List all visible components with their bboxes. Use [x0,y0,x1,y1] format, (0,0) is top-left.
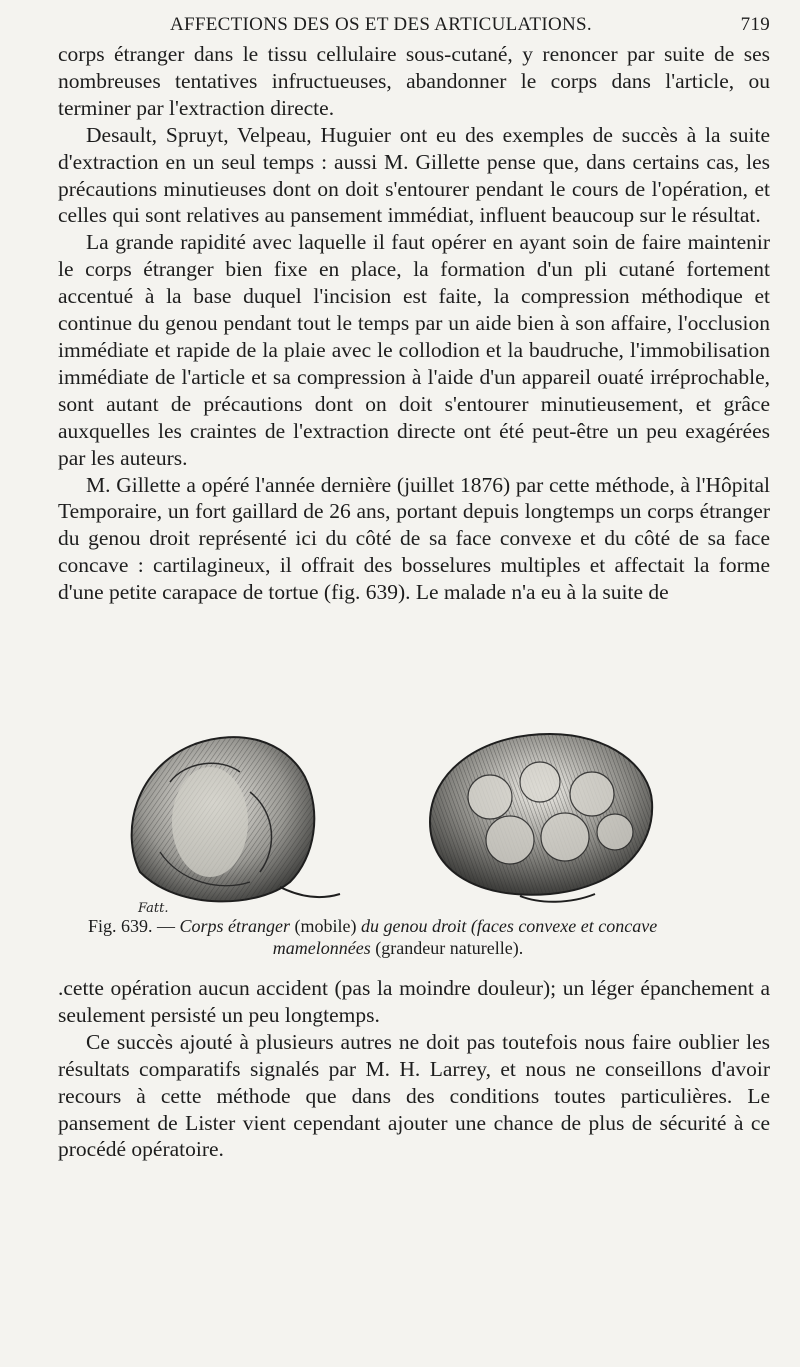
paragraph-precautions: La grande rapidité avec laquelle il faut opérer en ayant soin de faire maintenir le corps étranger bien fixe en place, la formation d'un pli cutané fortement accentué à la base duquel l'incision est faite, la compression méthodique et continue du genou pendant tout le temps par un aide bien à son affaire, l'occlusion immédiate et rapide de la plaie avec le collodion et la baudruche, l'immobilisation immédiate de l'article et sa compression à l'aide d'un appareil ouaté irréprochable, sont autant de précautions dont on doit s'entourer minutieusement, et grâce auxquelles les craintes de l'extraction directe ont été peut-être un peu exagérées par les auteurs. [58,230,770,470]
caption-italic-1: du genou droit (faces convexe et concave [361,916,658,936]
running-header [60,8,770,36]
caption-dash: — [152,916,180,936]
caption-title: Corps étranger [179,916,291,936]
body-text-bottom [58,975,770,1163]
paragraph-continuation: corps étranger dans le tissu cellulaire sous-cutané, y renoncer par suite de ses nombreuses tentatives infructueuses, abandonner le corps dans l'article, ou terminer par l'extraction directe. [58,42,770,120]
caption-italic-2: mamelonnées [272,938,371,958]
paragraph-outcome: .cette opération aucun accident (pas la moindre douleur); un léger épanchement a seulement persisté un peu longtemps. [58,976,770,1027]
paragraph-conclusion: Ce succès ajouté à plusieurs autres ne doit pas toutefois nous faire oublier les résultats comparatifs signalés par M. H. Larrey, et nous ne conseillons d'avoir recours à cette méthode que dans des conditions toutes particulières. Le pansement de Lister vient cependant ajouter une chance de plus de sécurité à ce procédé opératoire. [58,1029,770,1162]
paragraph-desault: Desault, Spruyt, Velpeau, Huguier ont eu des exemples de succès à la suite d'extraction en un seul temps : aussi M. Gillette pense que, dans certains cas, les précautions minutieuses dont on doit s'entourer pendant le cours de l'opération, et celles qui sont relatives au pansement immédiat, influent beaucoup sur le résultat. [58,122,770,228]
convex-face-drawing [132,737,340,901]
page-number: 719 [740,14,770,35]
caption-mobile: (mobile) [290,916,362,936]
caption-size: (grandeur naturelle). [370,938,524,958]
body-text-top [58,41,770,606]
engraver-signature: Fatt. [138,901,169,916]
concave-face-drawing [430,734,652,902]
paragraph-gillette-case: M. Gillette a opéré l'année dernière (juillet 1876) par cette méthode, à l'Hôpital Temporaire, un fort gaillard de 26 ans, portant depuis longtemps un corps étranger du genou droit représenté ici du côté de sa face convexe et du côté de sa face concave : cartilagineux, il offrait des bosselures multiples et affectait la forme d'une petite carapace de tortue (fig. 639). Le malade n'a eu à la suite de [58,472,770,605]
foreign-body-engraving [100,722,720,922]
caption-label: Fig. 639. [88,916,153,936]
running-title: AFFECTIONS DES OS ET DES ARTICULATIONS. [170,14,592,35]
figure-caption [88,915,778,959]
